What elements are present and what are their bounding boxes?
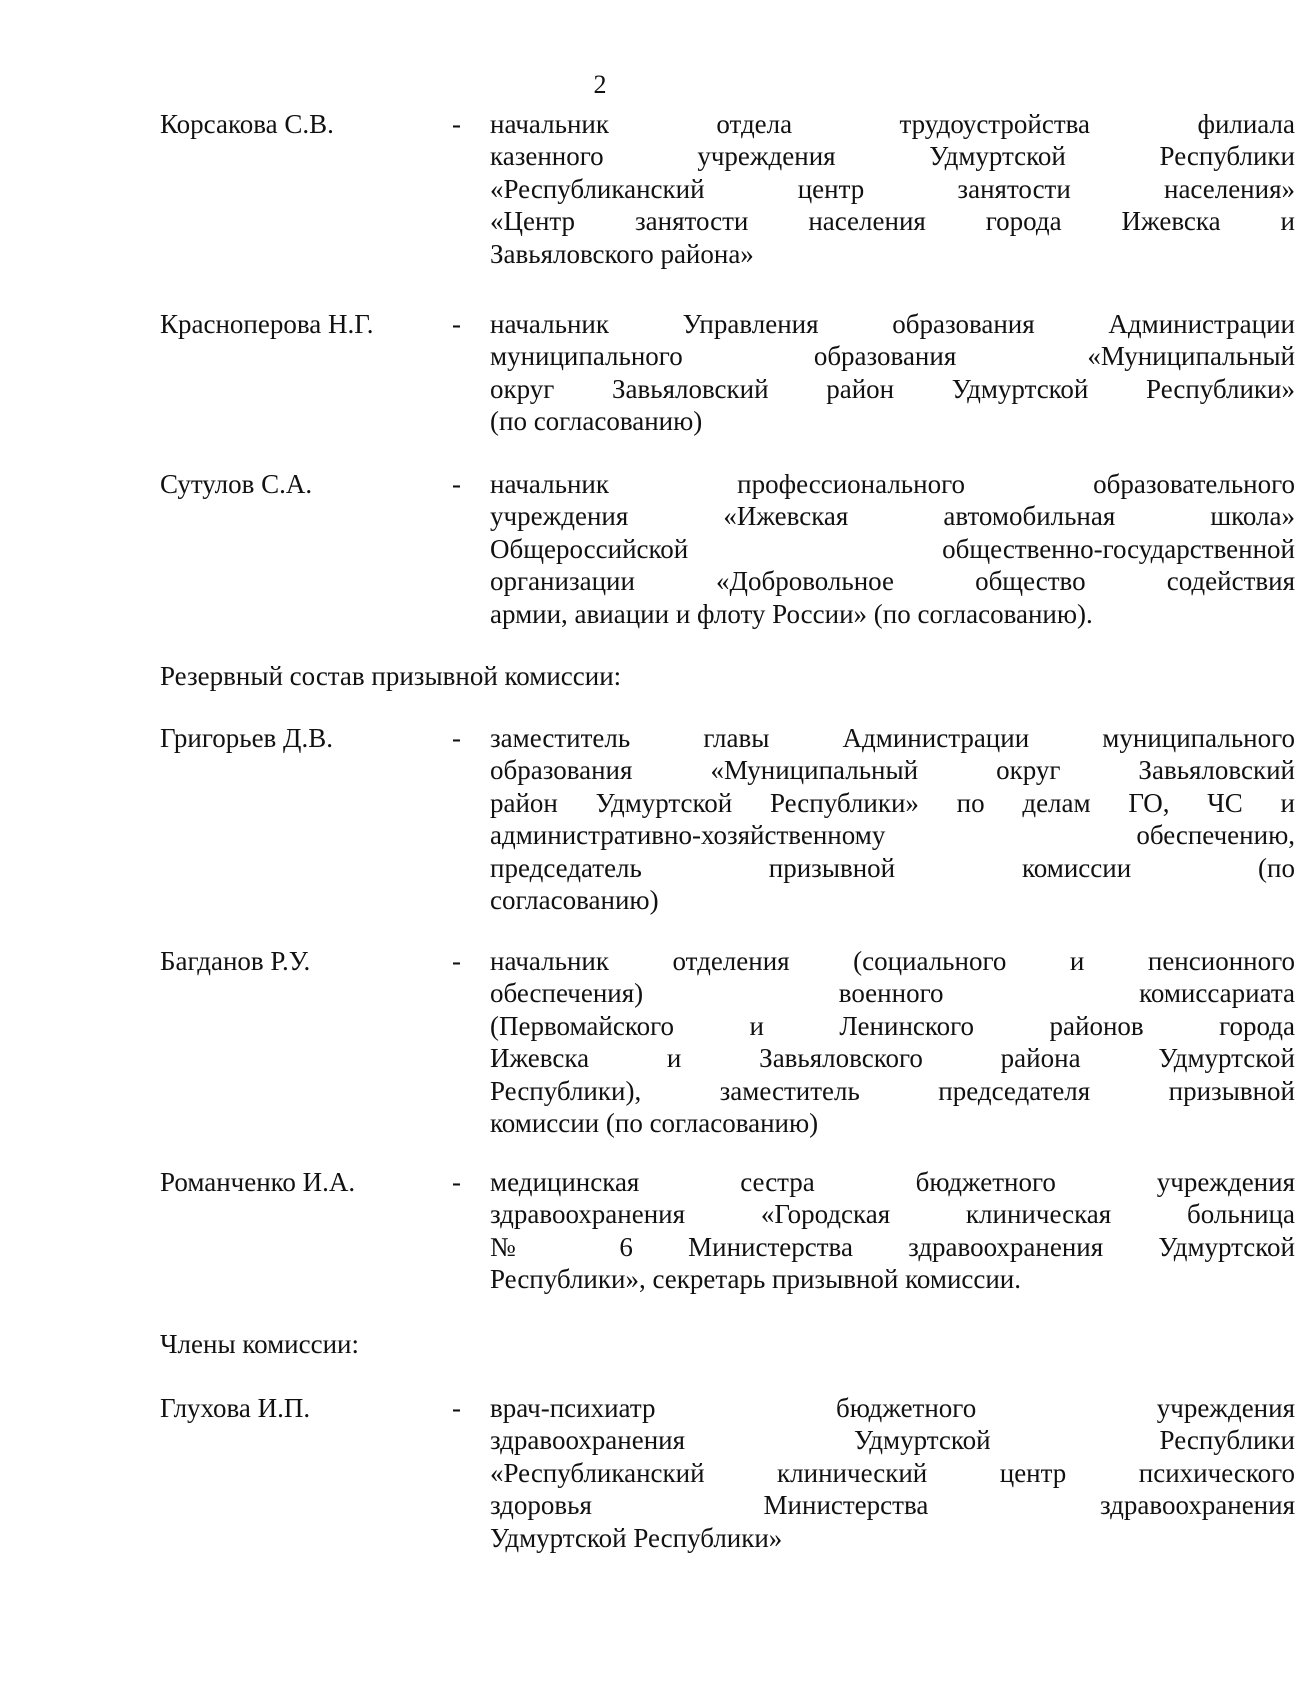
position-line: здравоохранения Удмуртской Республики (490, 1425, 1295, 1456)
position-line: учреждения «Ижевская автомобильная школа» (490, 501, 1295, 532)
person-name: Багданов Р.У. (160, 946, 311, 976)
position-line: Республики», секретарь призывной комиссии. (490, 1264, 1022, 1295)
position-line: район Удмуртской Республики» по делам ГО, ЧС и (490, 787, 1295, 818)
position-line: образования «Муниципальный округ Завьяловский (490, 755, 1295, 786)
person-position (490, 1166, 1295, 1296)
person-position (490, 468, 1295, 630)
position-line: начальник отделения (социального и пенсионного (490, 946, 1295, 976)
entry-dash: - (452, 1393, 461, 1423)
person-name: Корсакова С.В. (160, 109, 334, 139)
position-line: медицинская сестра бюджетного учреждения (490, 1167, 1295, 1197)
position-line: «Республиканский клинический центр психического (490, 1457, 1295, 1488)
person-name: Красноперова Н.Г. (160, 309, 374, 339)
position-line: начальник профессионального образовательного (490, 469, 1295, 499)
entry-dash: - (452, 469, 461, 499)
position-line: начальник отдела трудоустройства филиала (490, 109, 1295, 139)
position-line: согласованию) (490, 884, 659, 915)
reserve-heading: Резервный состав призывной комиссии: (160, 661, 622, 691)
person-name: Романченко И.А. (160, 1167, 356, 1197)
position-line: начальник Управления образования Администрации (490, 309, 1295, 339)
position-line: «Центр занятости населения города Ижевска и (490, 206, 1295, 237)
position-line: муниципального образования «Муниципальный (490, 341, 1295, 372)
entry-dash: - (452, 946, 461, 976)
position-line: Ижевска и Завьяловского района Удмуртской (490, 1043, 1295, 1074)
person-position (490, 1392, 1295, 1554)
position-line: здравоохранения «Городская клиническая больница (490, 1199, 1295, 1230)
position-line: организации «Добровольное общество содействия (490, 566, 1295, 597)
person-name: Григорьев Д.В. (160, 723, 333, 753)
position-line: № 6 Министерства здравоохранения Удмуртской (490, 1231, 1295, 1262)
position-line: (по согласованию) (490, 406, 703, 437)
position-line: (Первомайского и Ленинского районов города (490, 1010, 1295, 1041)
page-number: 2 (593, 70, 607, 99)
position-line: председатель призывной комиссии (по (490, 852, 1295, 883)
position-line: Завьяловского района» (490, 238, 754, 269)
position-line: Общероссийской общественно-государственной (490, 533, 1295, 564)
person-name: Глухова И.П. (160, 1393, 311, 1423)
person-position (490, 308, 1295, 438)
position-line: Удмуртской Республики» (490, 1522, 783, 1553)
position-line: казенного учреждения Удмуртской Республики (490, 141, 1295, 172)
position-line: здоровья Министерства здравоохранения (490, 1490, 1295, 1521)
person-position (490, 722, 1295, 916)
position-line: «Республиканский центр занятости населения» (490, 173, 1295, 204)
position-line: комиссии (по согласованию) (490, 1107, 819, 1138)
person-position (490, 108, 1295, 270)
position-line: округ Завьяловский район Удмуртской Республики» (490, 373, 1295, 404)
position-line: административно-хозяйственному обеспечению, (490, 820, 1295, 851)
position-line: заместитель главы Администрации муниципального (490, 723, 1295, 753)
position-line: Республики), заместитель председателя призывной (490, 1075, 1295, 1106)
position-line: обеспечения) военного комиссариата (490, 978, 1295, 1009)
position-line: врач-психиатр бюджетного учреждения (490, 1393, 1295, 1423)
entry-dash: - (452, 723, 461, 753)
members-heading: Члены комиссии: (160, 1329, 359, 1359)
entry-dash: - (452, 309, 461, 339)
entry-dash: - (452, 1167, 461, 1197)
position-line: армии, авиации и флоту России» (по согласованию). (490, 598, 1093, 629)
entry-dash: - (452, 109, 461, 139)
person-name: Сутулов С.А. (160, 469, 313, 499)
person-position (490, 945, 1295, 1139)
